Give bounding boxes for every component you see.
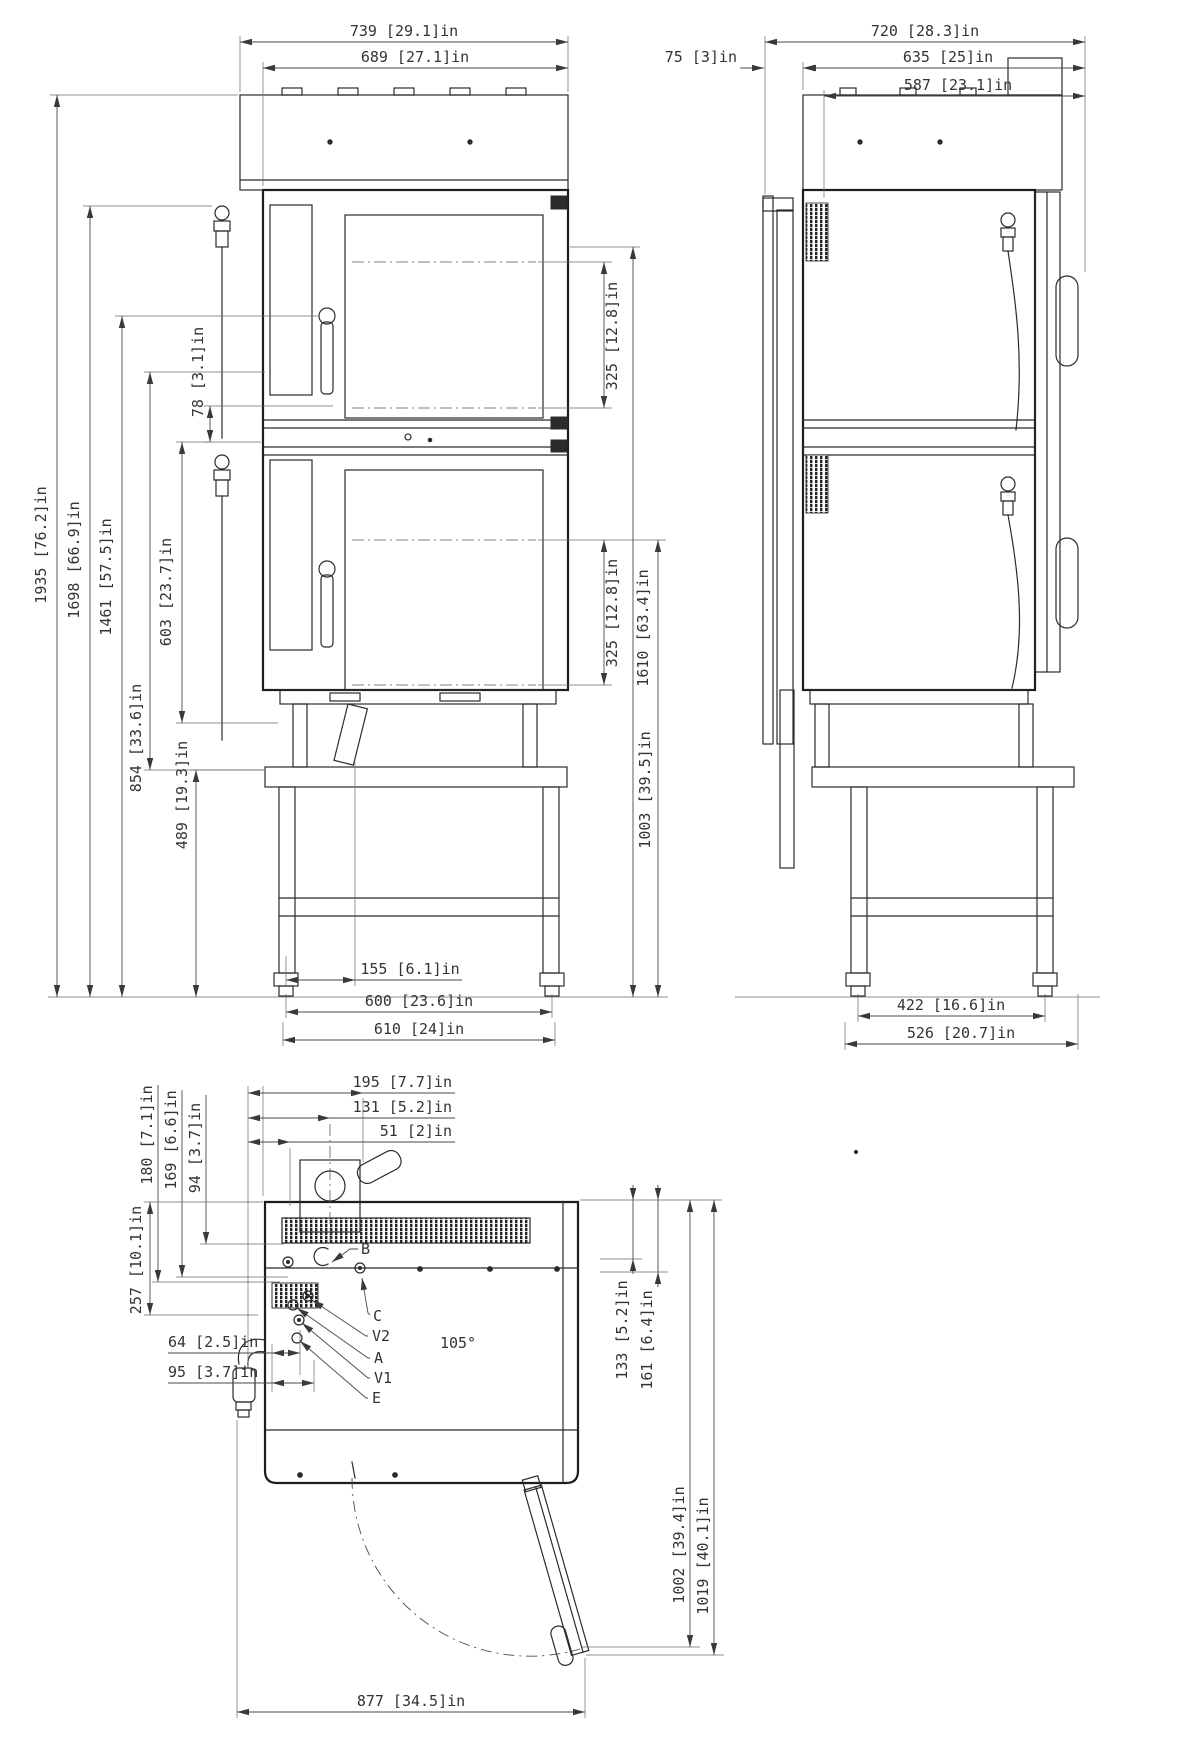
dim-front-1003: 1003 [39.5]in — [636, 731, 654, 849]
front-lower-control-panel — [270, 460, 312, 650]
dim-plan-1019: 1019 [40.1]in — [694, 1497, 712, 1615]
dim-plan-195: 195 [7.7]in — [352, 1073, 452, 1091]
dim-plan-95: 95 [3.7]in — [168, 1363, 259, 1381]
side-wall-rail — [763, 196, 773, 744]
connection-label-B: B — [361, 1240, 371, 1258]
dim-front-155: 155 [6.1]in — [360, 960, 460, 978]
reference-dot — [854, 1150, 857, 1153]
plan-view — [127, 1073, 724, 1718]
dim-front-610: 610 [24]in — [373, 1020, 465, 1038]
side-dimensions — [665, 22, 1085, 1050]
front-lower-door-glass — [345, 470, 543, 690]
plan-handle-knob — [354, 1147, 404, 1186]
dim-front-489: 489 [19.3]in — [173, 740, 191, 850]
side-vent-pipe — [777, 210, 793, 744]
side-stand — [812, 767, 1074, 996]
front-hand-shower-lower — [214, 455, 230, 740]
dim-side-635: 635 [25]in — [902, 48, 994, 66]
dim-side-526: 526 [20.7]in — [906, 1024, 1016, 1042]
side-vent-grille-upper — [806, 203, 828, 261]
dim-plan-877: 877 [34.5]in — [356, 1692, 466, 1710]
dim-front-854: 854 [33.6]in — [127, 683, 145, 793]
side-vent-grille-lower — [806, 455, 828, 513]
connection-label-V1: V1 — [374, 1369, 393, 1387]
connection-label-C: C — [373, 1307, 383, 1325]
connection-label-V2: V2 — [372, 1327, 391, 1345]
plan-connection-labels — [297, 1240, 392, 1407]
side-drain-pipe — [780, 690, 794, 868]
dim-front-600: 600 [23.6]in — [364, 992, 474, 1010]
dim-plan-94: 94 [3.7]in — [186, 1102, 204, 1194]
plan-connection-points — [272, 1248, 365, 1344]
dim-plan-64: 64 [2.5]in — [168, 1333, 259, 1351]
front-oven-body — [263, 190, 568, 690]
dim-front-1610: 1610 [63.4]in — [634, 569, 652, 687]
connection-label-E: E — [372, 1389, 382, 1407]
dim-front-window-upper: 325 [12.8]in — [603, 281, 621, 391]
plan-door-angle: 105° — [439, 1334, 477, 1352]
side-view — [665, 22, 1100, 1050]
front-view — [32, 22, 668, 1046]
plan-oven-body — [265, 1202, 578, 1483]
front-upper-door-glass — [345, 215, 543, 418]
plan-dimensions — [127, 1073, 724, 1718]
dim-side-75: 75 [3]in — [664, 48, 737, 66]
dim-plan-180: 180 [7.1]in — [138, 1085, 156, 1185]
front-upper-door-handle — [321, 322, 333, 394]
dim-plan-169: 169 [6.6]in — [162, 1090, 180, 1190]
dim-plan-1002: 1002 [39.4]in — [670, 1486, 688, 1604]
dim-front-603: 603 [23.7]in — [157, 537, 175, 647]
dim-front-handle-height: 1461 [57.5]in — [97, 518, 115, 636]
dim-side-422: 422 [16.6]in — [896, 996, 1006, 1014]
dim-plan-133: 133 [5.2]in — [613, 1280, 631, 1380]
front-drain-pipe — [334, 704, 367, 765]
side-oven-body — [803, 190, 1035, 690]
dim-front-shower-height: 1698 [66.9]in — [65, 501, 83, 619]
dim-plan-161: 161 [6.4]in — [638, 1290, 656, 1390]
side-hand-shower-upper — [1001, 213, 1019, 430]
plan-rear-grille — [282, 1218, 530, 1243]
front-dimensions — [32, 22, 666, 1046]
dim-front-window-lower: 325 [12.8]in — [603, 558, 621, 668]
side-handle-upper — [1056, 276, 1078, 366]
dim-plan-257: 257 [10.1]in — [127, 1205, 145, 1315]
dim-front-body-width: 689 [27.1]in — [360, 48, 470, 66]
front-upper-control-panel — [270, 205, 312, 395]
dim-plan-51: 51 [2]in — [379, 1122, 452, 1140]
front-oven-drawing — [48, 88, 668, 997]
front-lower-door-handle — [321, 575, 333, 647]
dim-plan-131: 131 [5.2]in — [352, 1098, 452, 1116]
side-oven-drawing — [735, 58, 1100, 997]
dim-front-overall-width: 739 [29.1]in — [349, 22, 459, 40]
front-hand-shower-upper — [214, 206, 230, 438]
dim-side-587: 587 [23.1]in — [903, 76, 1013, 94]
plan-open-door — [352, 1476, 591, 1667]
dim-front-overall-height: 1935 [76.2]in — [32, 486, 50, 604]
connection-label-A: A — [374, 1349, 384, 1367]
side-handle-lower — [1056, 538, 1078, 628]
dim-front-78: 78 [3.1]in — [189, 326, 207, 418]
dim-side-depth-overall: 720 [28.3]in — [870, 22, 980, 40]
side-hand-shower-lower — [1001, 477, 1020, 688]
plan-oven-drawing — [233, 1147, 591, 1667]
